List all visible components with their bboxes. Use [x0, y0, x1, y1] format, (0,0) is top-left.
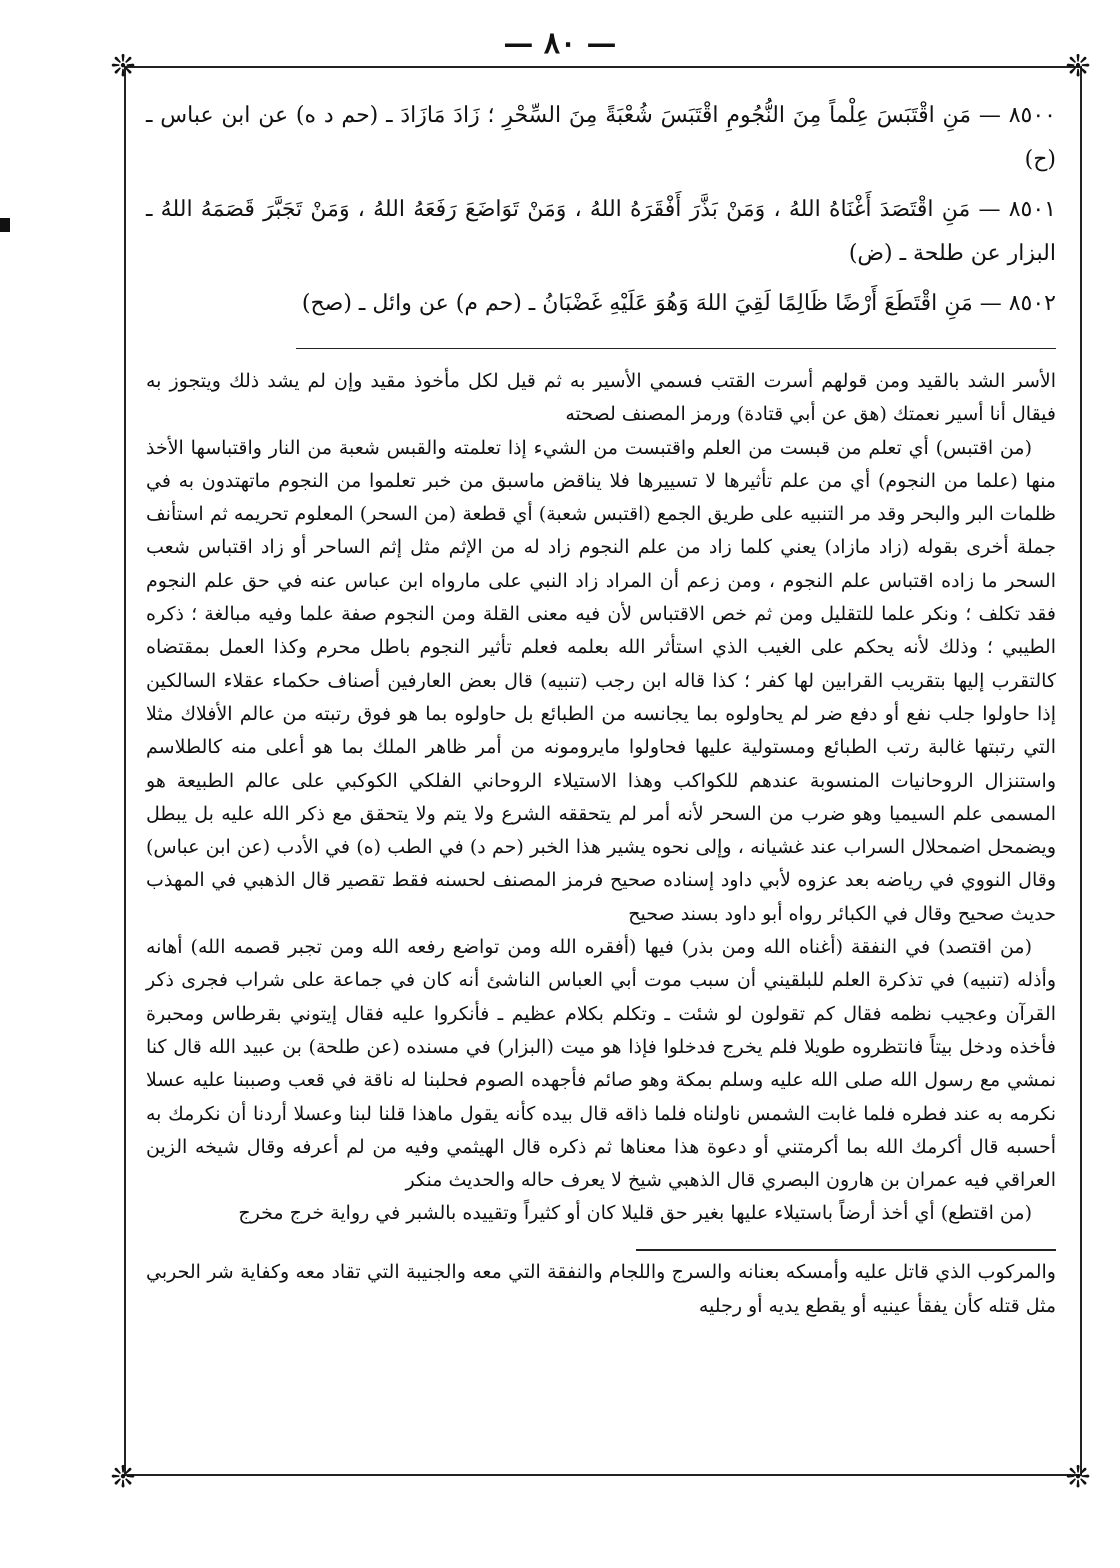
page-number: — ٨٠ —	[503, 26, 617, 61]
corner-ornament-icon: ❊	[1065, 1460, 1091, 1495]
hadith-list	[146, 94, 1056, 326]
corner-ornament-icon: ❊	[110, 49, 136, 84]
commentary-paragraph: (من اقتبس) أي تعلم من قبست من العلم واقتبست من الشيء إذا تعلمته والقبس شعبة من النار واقتباسها الأخذ منها (علما من النجوم) أي من علم تأثيرها لا تسييرها فلا يناقض ماسبق من خبر تعلموا من النجوم ماتهتدون به في ظلمات البر والبحر وقد مر التنبيه على طريق الجمع (اقتبس شعبة) أي قطعة (من السحر) المعلوم تحريمه ثم استأنف جملة أخرى بقوله (زاد مازاد) يعني كلما زاد من علم النجوم زاد له من الإثم مثل إثم الساحر أو زاد اقتباس شعب السحر ما زاده اقتباس علم النجوم ، ومن زعم أن المراد زاد النبي على مارواه ابن عباس عنه في حق علم النجوم فقد تكلف ؛ ونكر علما للتقليل ومن ثم خص الاقتباس لأن فيه معنى القلة ومن النجوم صفة علما وفيه مبالغة ؛ ذكره الطيبي ؛ وذلك لأنه يحكم على الغيب الذي استأثر الله بعلمه فعلم تأثير النجوم باطل محرم وكذا العمل بمقتضاه كالتقرب إليها بتقريب القرابين لها كفر ؛ كذا قاله ابن رجب (تنبيه) قال بعض العارفين أصناف حكماء عقلاء السالكين إذا حاولوا جلب نفع أو دفع ضر لم يحاولوه بما يجانسه من الطبائع بل حاولوه بما هو فوق رتبته من عالم الأفلاك مثلا التي رتبتها غالبة رتب الطبائع ومستولية عليها فحاولوا مايرومونه من أمر ظاهر الملك بما هو أعلى منه كالطلاسم واستنزال الروحانيات المنسوبة عندهم للكواكب وهذا الاستيلاء الروحاني الفلكي الكوكبي على عالم الطبيعة هو المسمى علم السيميا وهو ضرب من السحر لأنه أمر لم يتحققه الشرع ولا يتم ولا يتحقق مع ذكر الله عليه بل يبطل ويضمحل اضمحلال السراب عند غشيانه ، وإلى نحوه يشير هذا الخبر (حم د) في الطب (ه) في الأدب (عن ابن عباس) وقال النووي في رياضه بعد عزوه لأبي داود إسناده صحيح فرمز المصنف لحسنه فقط تقصير قال الذهبي في المهذب حديث صحيح وقال في الكبائر رواه أبو داود بسند صحيح	[146, 436, 1056, 925]
hadith-8500: ٨٥٠٠ — مَنِ اقْتَبَسَ عِلْماً مِنَ النُّجُومِ اقْتَبَسَ شُعْبَةً مِنَ السِّحْرِ ؛ زَادَ مَازَادَ ـ (حم د ه) عن ابن عباس ـ (ح)	[146, 103, 1056, 172]
commentary-paragraph: الأسر الشد بالقيد ومن قولهم أسرت القتب فسمي الأسير به ثم قيل لكل مأخوذ مقيد وإن لم يشد ذلك ويتجوز به فيقال أنا أسير نعمتك (هق عن أبي قتادة) ورمز المصنف لصحته	[146, 370, 1057, 426]
section-divider	[296, 348, 1056, 349]
corner-ornament-icon: ❊	[110, 1460, 136, 1495]
corner-ornament-icon: ❊	[1065, 49, 1091, 84]
commentary-paragraph: (من اقتطع) أي أخذ أرضاً باستيلاء عليها بغير حق قليلا كان أو كثيراً وتقييده بالشبر في رواية خرج مخرج	[238, 1202, 1032, 1225]
footnote: والمركوب الذي قاتل عليه وأمسكه بعنانه والسرج واللجام والنفقة التي معه والجنيبة التي تقاد معه وكفاية شر الحربي مثل قتله كأن يفقأ عينيه أو يقطع يديه أو رجليه	[146, 1260, 1056, 1317]
page-content	[146, 94, 1056, 1323]
footnote-divider	[636, 1249, 1056, 1251]
commentary-paragraph: (من اقتصد) في النفقة (أغناه الله ومن بذر) فيها (أفقره الله ومن تواضع رفعه الله ومن تجبر قصمه الله) أهانه وأذله (تنبيه) في تذكرة العلم للبلقيني أن سبب موت أبي العباس الناشئ أنه كان في جماعة على شراب فجرى ذكر القرآن وعجيب نظمه فقال كم تقولون لو شئت ـ وتكلم بكلام عظيم ـ فأنكروا عليه فقال إيتوني بقرطاس ومحبرة فأخذه ودخل بيتاً فانتظروه طويلا فلم يخرج فدخلوا فإذا هو ميت (البزار) في مسنده (عن طلحة) بن عبيد الله قال كنا نمشي مع رسول الله صلى الله عليه وسلم بمكة وهو صائم فأجهده الصوم فحلبنا له ناقة في قعب وصببنا عليه عسلا نكرمه به عند فطره فلما غابت الشمس ناولناه فلما ذاقه قال بيده كأنه يقول ماهذا قلنا لبنا وعسلا أردنا أن نكرمك به أحسبه قال أكرمك الله بما أكرمتني أو دعوة هذا معناها ثم ذكره قال الهيثمي وفيه من لم أعرفه وقال شيخه الزين العراقي فيه عمران بن هارون البصري قال الذهبي شيخ لا يعرف حاله والحديث منكر	[146, 936, 1056, 1192]
hadith-8501: ٨٥٠١ — مَنِ اقْتَصَدَ أَغْنَاهُ اللهُ ، وَمَنْ بَذَّرَ أَفْقَرَهُ اللهُ ، وَمَنْ تَوَاضَعَ رَفَعَهُ اللهُ ، وَمَنْ تَجَبَّرَ قَصَمَهُ اللهُ ـ البزار عن طلحة ـ (ض)	[146, 197, 1056, 266]
commentary	[146, 365, 1056, 1231]
scan-edge-mark	[0, 218, 10, 232]
hadith-8502: ٨٥٠٢ — مَنِ اقْتَطَعَ أَرْضًا ظَالِمًا لَقِيَ اللهَ وَهُوَ عَلَيْهِ غَضْبَانُ ـ (حم م) عن وائل ـ (صح)	[301, 291, 1056, 316]
